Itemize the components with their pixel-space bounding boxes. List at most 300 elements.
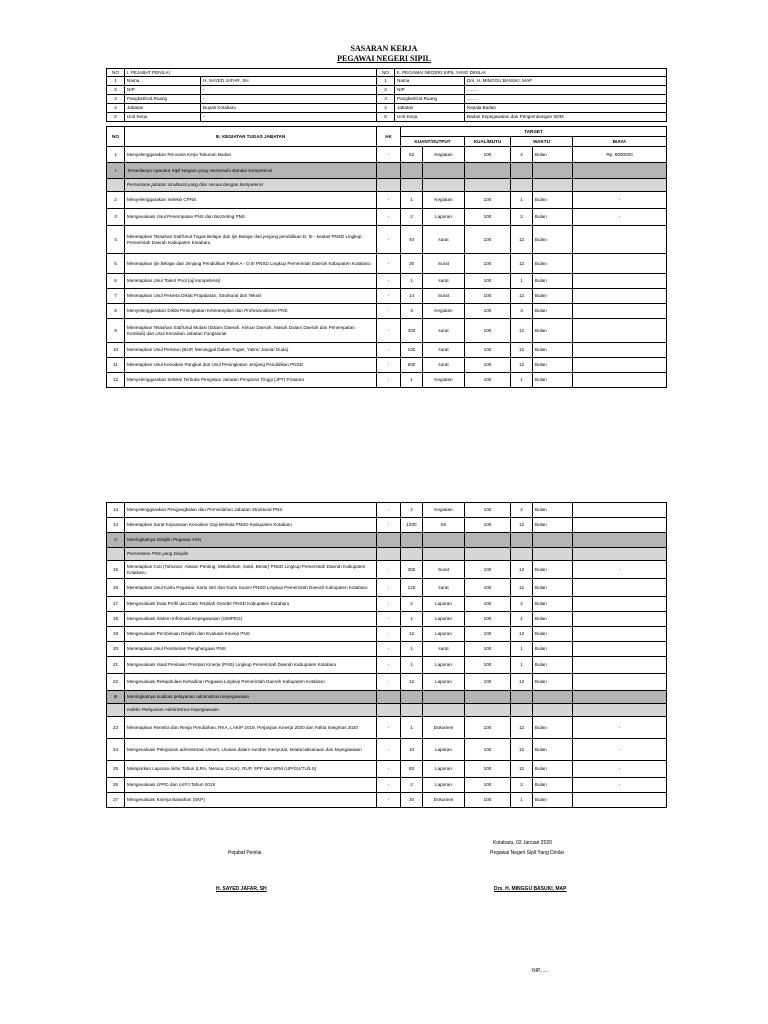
task-quality: 100 — [465, 358, 511, 373]
task-no: 12 — [107, 373, 125, 388]
task-output-unit: Laporan — [423, 778, 465, 793]
task-description: Menetapkan Ijin Belajar dari Jenjang Pendidikan Paket A - D.III PNSD Lingkup Pemerintah Daerah Kabupaten Kotabaru — [125, 254, 377, 274]
col-target-header: TARGET — [401, 127, 667, 137]
task-output-unit: Surat — [423, 561, 465, 579]
task-quantity: 1 — [401, 717, 423, 739]
task-quality: 100 — [465, 226, 511, 254]
task-output-unit: Laporan — [423, 761, 465, 778]
task-description: Mengevaluasi LPPD dan LKPJ Tahun 2019 — [125, 778, 377, 793]
empty-cell — [573, 704, 667, 717]
task-time: 2 — [511, 778, 533, 793]
task-quantity: 1000 — [401, 518, 423, 533]
task-time: 1 — [511, 657, 533, 674]
identity-row — [107, 104, 667, 113]
section-title: Tersedianya Aparatur Sipil Negara yang memenuhi standar kompetensi — [125, 163, 377, 179]
empty-cell — [401, 704, 423, 717]
task-quality: 100 — [465, 627, 511, 642]
task-quantity: 100 — [401, 343, 423, 358]
task-description: Melaporkan Laporan Akhir Tahun (LRA, Neraca, CALK), RUP, SPP dan SPM (UP/GU/TU/LS) — [125, 761, 377, 778]
task-time-unit: Bulan — [533, 319, 573, 343]
task-row — [107, 192, 667, 209]
task-no: 7 — [107, 289, 125, 304]
task-quantity: 40 — [401, 226, 423, 254]
task-cost — [573, 289, 667, 304]
task-ak: - — [377, 147, 401, 163]
task-no: 17 — [107, 597, 125, 612]
identity-no-right: 5 — [377, 113, 395, 122]
task-time-unit: Bulan — [533, 674, 573, 691]
identity-no-right: 2 — [377, 86, 395, 95]
task-row — [107, 518, 667, 533]
task-row — [107, 274, 667, 289]
task-ak: - — [377, 289, 401, 304]
empty-cell — [573, 179, 667, 192]
task-cost — [573, 274, 667, 289]
empty-cell — [533, 704, 573, 717]
task-output-unit: surat — [423, 343, 465, 358]
task-output-unit: surat — [423, 319, 465, 343]
employee-field-value: ........ — [465, 86, 667, 95]
task-time-unit: Bulan — [533, 642, 573, 657]
task-row — [107, 739, 667, 761]
task-quality: 100 — [465, 579, 511, 597]
empty-cell — [533, 691, 573, 704]
task-quality: 100 — [465, 147, 511, 163]
task-row — [107, 642, 667, 657]
task-description: Mengevaluasi Usul Penempatan PNS dan Bezzeting PNS — [125, 209, 377, 226]
task-no: 23 — [107, 717, 125, 739]
task-row — [107, 717, 667, 739]
task-time: 12 — [511, 561, 533, 579]
task-time: 1 — [511, 274, 533, 289]
task-cost: - — [573, 761, 667, 778]
task-ak: - — [377, 627, 401, 642]
task-description: Menyelenggarakan Rencana Kerja Tahunan Badan — [125, 147, 377, 163]
empty-cell — [465, 533, 511, 548]
task-quality: 100 — [465, 319, 511, 343]
task-no: 26 — [107, 778, 125, 793]
task-time-unit: Bulan — [533, 254, 573, 274]
employee-field-value: Drs. H. MINGGU BASUKI, MAP — [465, 77, 667, 86]
task-quality: 100 — [465, 597, 511, 612]
task-quantity: 12 — [401, 674, 423, 691]
task-ak: - — [377, 674, 401, 691]
task-time: 12 — [511, 226, 533, 254]
section-row — [107, 163, 667, 179]
section-row — [107, 691, 667, 704]
employee-name: Drs. H. MINGGU BASUKI, MAP — [494, 886, 567, 892]
task-time-unit: Bulan — [533, 657, 573, 674]
task-cost — [573, 358, 667, 373]
task-no: 27 — [107, 793, 125, 808]
task-time-unit: Bulan — [533, 579, 573, 597]
task-row — [107, 304, 667, 319]
task-output-unit: Surat — [423, 254, 465, 274]
empty-cell — [107, 704, 125, 717]
task-quantity: 10 — [401, 739, 423, 761]
employee-field-value: Kepala Badan — [465, 104, 667, 113]
task-description: Menetapkan Usul Pensiun (BUP, Meninggal Dalam Tugas, Yatim/ Janda/ Duda) — [125, 343, 377, 358]
task-cost — [573, 793, 667, 808]
task-description: Menetapkan Telaahan Staf/Usul Mutasi (Dalam Daerah, Keluar Daerah, Masuk Dalam Daerah dan Penempatan Kembali) dan Usul Kenaikan Jabatan Fungsional — [125, 319, 377, 343]
task-quantity: 2 — [401, 209, 423, 226]
task-time: 12 — [511, 739, 533, 761]
task-time-unit: Bulan — [533, 226, 573, 254]
task-time: 12 — [511, 717, 533, 739]
task-row — [107, 254, 667, 274]
task-cost: - — [573, 778, 667, 793]
indicator-title: Indeks Pelayanan Administrasi Kepegawaian — [125, 704, 377, 717]
task-time: 12 — [511, 579, 533, 597]
task-ak: - — [377, 192, 401, 209]
task-output-unit: Kegiatan — [423, 503, 465, 518]
place-date: Kotabaru, 02 Januari 2020 — [493, 840, 552, 846]
task-ak: - — [377, 579, 401, 597]
task-ak: - — [377, 254, 401, 274]
empty-cell — [423, 548, 465, 561]
section-title: Meningkatnya kualitas pelayanan administrasi kepegawaian — [125, 691, 377, 704]
task-quality: 100 — [465, 373, 511, 388]
task-quality: 100 — [465, 642, 511, 657]
task-quantity: 53 — [401, 147, 423, 163]
task-description: Menetapkan Usul Kenaikan Pangkat dan Usul Peningkatan Jenjang Pendidikan PNSD — [125, 358, 377, 373]
empty-cell — [573, 691, 667, 704]
task-no: 8 — [107, 304, 125, 319]
employee-field-label: NIP — [395, 86, 465, 95]
task-time-unit: Bulan — [533, 761, 573, 778]
task-quantity: 2 — [401, 778, 423, 793]
task-ak: - — [377, 778, 401, 793]
task-description: Menetapkan Usul Kartu Pegawai, Kartu Istri dan Kartu Suami PNSD Lingkup Pemerintah Daerah Kabupaten Kotabaru — [125, 579, 377, 597]
task-ak: - — [377, 597, 401, 612]
task-ak: - — [377, 561, 401, 579]
indicator-row — [107, 548, 667, 561]
task-cost — [573, 674, 667, 691]
task-output-unit: surat — [423, 226, 465, 254]
task-quality: 100 — [465, 503, 511, 518]
task-ak: - — [377, 739, 401, 761]
task-quantity: 1 — [401, 642, 423, 657]
task-time: 12 — [511, 674, 533, 691]
task-output-unit: Laporan — [423, 209, 465, 226]
task-time-unit: Bulan — [533, 518, 573, 533]
empty-cell — [401, 179, 423, 192]
empty-cell — [511, 548, 533, 561]
task-no: 24 — [107, 739, 125, 761]
task-time: 12 — [511, 343, 533, 358]
task-time-unit: Bulan — [533, 612, 573, 627]
empty-cell — [423, 163, 465, 179]
col-kuant-header: KUANT/OUTPUT — [401, 137, 465, 147]
task-quantity: 1 — [401, 192, 423, 209]
evaluator-section-title: I. PEJABAT PENILAI — [125, 69, 377, 77]
task-cost — [573, 503, 667, 518]
task-cost — [573, 627, 667, 642]
task-output-unit: surat — [423, 642, 465, 657]
task-time-unit: Bulan — [533, 778, 573, 793]
task-quality: 100 — [465, 717, 511, 739]
task-row — [107, 147, 667, 163]
task-description: Mengevaluasi Hasil Penilaian Prestasi Kinerja (PNS) Lingkup Pemerintah Daerah Kabupaten Kotabaru — [125, 657, 377, 674]
task-cost — [573, 597, 667, 612]
task-quality: 100 — [465, 612, 511, 627]
task-row — [107, 597, 667, 612]
task-description: Mengevaluasi Kinerja Bawahan (SKP) — [125, 793, 377, 808]
col-no-header: NO — [107, 127, 125, 147]
task-time: 12 — [511, 761, 533, 778]
empty-cell — [511, 704, 533, 717]
task-quality: 100 — [465, 192, 511, 209]
task-description: Menyelenggarakan Seleksi CPNS — [125, 192, 377, 209]
task-description: Menetapkan Telaahan Staf/Usul Tugas Belajar dan Ijin Belajar dari jenjang pendidikan D. III - keatas PNSD Lingkup Pemerintah Daerah Kabupaten Kotabaru — [125, 226, 377, 254]
identity-no: 3 — [107, 95, 125, 104]
empty-cell — [465, 548, 511, 561]
task-no: 16 — [107, 579, 125, 597]
identity-no: 5 — [107, 113, 125, 122]
task-quality: 100 — [465, 518, 511, 533]
task-time-unit: Bulan — [533, 373, 573, 388]
task-row — [107, 657, 667, 674]
task-quantity: 1 — [401, 373, 423, 388]
task-cost: - — [573, 192, 667, 209]
task-no: 18 — [107, 612, 125, 627]
task-no: 6 — [107, 274, 125, 289]
empty-cell — [377, 704, 401, 717]
empty-cell — [377, 548, 401, 561]
task-quantity: 3 — [401, 304, 423, 319]
evaluator-field-label: Pangkat/Gol.Ruang — [125, 95, 201, 104]
empty-cell — [377, 533, 401, 548]
task-output-unit: Dokumen — [423, 793, 465, 808]
task-time-unit: Bulan — [533, 739, 573, 761]
task-cost — [573, 612, 667, 627]
task-description: Mengevaluasi Pembinaan Disiplin dan Evaluasi Kinerja PNS — [125, 627, 377, 642]
task-time: 2 — [511, 597, 533, 612]
indicator-title: Persentase PNS yang Disiplin — [125, 548, 377, 561]
task-time-unit: Bulan — [533, 304, 573, 319]
empty-cell — [573, 533, 667, 548]
empty-cell — [533, 548, 573, 561]
col-kegiatan-header: III. KEGIATAN TUGAS JABATAN — [125, 127, 377, 147]
task-ak: - — [377, 319, 401, 343]
identity-no: 4 — [107, 104, 125, 113]
task-quantity: 2 — [401, 597, 423, 612]
empty-cell — [401, 548, 423, 561]
task-ak: - — [377, 761, 401, 778]
task-cost: - — [573, 739, 667, 761]
task-time-unit: Bulan — [533, 597, 573, 612]
task-no: 14 — [107, 518, 125, 533]
task-row — [107, 319, 667, 343]
identity-no-right: 1 — [377, 77, 395, 86]
task-row — [107, 793, 667, 808]
task-row — [107, 358, 667, 373]
empty-cell — [533, 179, 573, 192]
task-time-unit: Bulan — [533, 274, 573, 289]
task-row — [107, 343, 667, 358]
col-ak-header: AK — [377, 127, 401, 147]
task-time: 1 — [511, 612, 533, 627]
task-output-unit: Kegiatan — [423, 192, 465, 209]
task-quantity: 12 — [401, 627, 423, 642]
task-description: Mengevaluasi Rekapitulasi Kehadiran Pegawai Lingkup Pemerintah Daerah Kabupaten Kotabaru — [125, 674, 377, 691]
task-description: Mengevaluasi Pelayanan administrasi Umum, Urusan dalam sumber menyurat, ketata laksanaan dan kepegawaian — [125, 739, 377, 761]
task-cost: Rp. 5000000 — [573, 147, 667, 163]
task-cost — [573, 304, 667, 319]
task-cost: - — [573, 561, 667, 579]
identity-row — [107, 86, 667, 95]
task-no: 3 — [107, 209, 125, 226]
identity-row — [107, 95, 667, 104]
task-time: 12 — [511, 289, 533, 304]
evaluator-field-value: H. SAYED JAFAR, SH — [201, 77, 377, 86]
employee-section-title: II. PEGAWAI NEGERI SIPIL YANG DINILAI — [395, 69, 667, 77]
task-output-unit: surat — [423, 579, 465, 597]
task-time-unit: Bulan — [533, 343, 573, 358]
document-title: SASARAN KERJA — [350, 44, 418, 53]
task-description: Menetapkan Usul Peserta Diklat Prajabatan, Struktural dan Teknis — [125, 289, 377, 304]
task-ak: - — [377, 226, 401, 254]
task-description: Menyelenggarakan Pengangkatan dan Pemindahan Jabatan Struktural PNS — [125, 503, 377, 518]
task-no: 20 — [107, 642, 125, 657]
task-row — [107, 612, 667, 627]
task-no: 2 — [107, 192, 125, 209]
task-output-unit: SK — [423, 518, 465, 533]
empty-cell — [423, 179, 465, 192]
task-cost — [573, 373, 667, 388]
task-description: Menetapkan Renstra dan Renja Perubahan, RKA, LAKIP 2019, Perjanjian Kinerja 2020 dan Fakta Integritas 2020 — [125, 717, 377, 739]
task-cost — [573, 226, 667, 254]
empty-cell — [533, 163, 573, 179]
task-quality: 100 — [465, 289, 511, 304]
task-time: 4 — [511, 147, 533, 163]
task-time: 1 — [511, 793, 533, 808]
task-time: 12 — [511, 319, 533, 343]
empty-cell — [401, 163, 423, 179]
task-description: Menyelenggarakan Seleksi Terbuka Pengisian Jabatan Pimpinan Tinggi (JPT) Pratama — [125, 373, 377, 388]
empty-cell — [465, 179, 511, 192]
identity-row — [107, 77, 667, 86]
task-quality: 100 — [465, 343, 511, 358]
task-no: 9 — [107, 319, 125, 343]
task-quantity: 350 — [401, 561, 423, 579]
task-cost — [573, 254, 667, 274]
empty-cell — [107, 548, 125, 561]
employee-field-value: ........ — [465, 95, 667, 104]
task-row — [107, 226, 667, 254]
tasks-table-page-1 — [106, 126, 667, 388]
identity-table — [106, 68, 667, 122]
task-row — [107, 778, 667, 793]
header-no: NO — [107, 69, 125, 77]
empty-cell — [107, 179, 125, 192]
empty-cell — [401, 533, 423, 548]
task-time-unit: Bulan — [533, 793, 573, 808]
task-output-unit: Laporan — [423, 612, 465, 627]
task-time: 12 — [511, 627, 533, 642]
indicator-row — [107, 704, 667, 717]
identity-no: 1 — [107, 77, 125, 86]
employee-field-label: Unit Kerja — [395, 113, 465, 122]
task-output-unit: surat — [423, 274, 465, 289]
task-quality: 100 — [465, 304, 511, 319]
empty-cell — [573, 163, 667, 179]
tasks-table-page-2 — [106, 502, 667, 808]
empty-cell — [465, 163, 511, 179]
indicator-row — [107, 179, 667, 192]
task-ak: - — [377, 612, 401, 627]
task-row — [107, 209, 667, 226]
task-no: 4 — [107, 226, 125, 254]
task-quality: 100 — [465, 274, 511, 289]
task-quality: 100 — [465, 739, 511, 761]
task-cost — [573, 579, 667, 597]
task-quantity: 1 — [401, 657, 423, 674]
empty-cell — [511, 691, 533, 704]
task-output-unit: Kegiatan — [423, 373, 465, 388]
identity-row — [107, 113, 667, 122]
evaluator-name: H. SAYED JAFAR, SH — [216, 886, 267, 892]
task-ak: - — [377, 274, 401, 289]
header-no-right: NO — [377, 69, 395, 77]
task-row — [107, 761, 667, 778]
empty-cell — [377, 163, 401, 179]
task-quality: 100 — [465, 254, 511, 274]
task-ak: - — [377, 209, 401, 226]
task-cost: - — [573, 717, 667, 739]
task-time: 12 — [511, 358, 533, 373]
task-no: 1 — [107, 147, 125, 163]
empty-cell — [573, 548, 667, 561]
task-output-unit: Laporan — [423, 597, 465, 612]
empty-cell — [465, 704, 511, 717]
task-quantity: 20 — [401, 793, 423, 808]
task-quantity: 25 — [401, 254, 423, 274]
task-cost — [573, 642, 667, 657]
task-time-unit: Bulan — [533, 561, 573, 579]
empty-cell — [423, 533, 465, 548]
identity-no: 2 — [107, 86, 125, 95]
task-time-unit: Bulan — [533, 192, 573, 209]
task-time-unit: Bulan — [533, 717, 573, 739]
task-time: 1 — [511, 373, 533, 388]
task-time-unit: Bulan — [533, 209, 573, 226]
task-quality: 100 — [465, 761, 511, 778]
task-output-unit: Laporan — [423, 739, 465, 761]
task-no: 11 — [107, 358, 125, 373]
task-ak: - — [377, 717, 401, 739]
task-ak: - — [377, 503, 401, 518]
task-description: Menetapkan Usul Talent Pool (uji kompetensi) — [125, 274, 377, 289]
task-output-unit: Surat — [423, 289, 465, 304]
task-quantity: 600 — [401, 358, 423, 373]
document-subtitle: PEGAWAI NEGERI SIPIL — [337, 54, 431, 63]
task-ak: - — [377, 793, 401, 808]
task-quantity: 120 — [401, 579, 423, 597]
employee-field-label: Pangkat/Gol.Ruang — [395, 95, 465, 104]
task-output-unit: Kegiatan — [423, 147, 465, 163]
nip-placeholder: NIP...... — [532, 968, 549, 974]
task-ak: - — [377, 373, 401, 388]
evaluator-field-value: - — [201, 86, 377, 95]
col-biaya-header: BIAYA — [573, 137, 667, 147]
task-description: Menyelenggarakan Diklat Peningkatan Keterampilan dan Profesionalisme PNS — [125, 304, 377, 319]
task-quantity: 83 — [401, 761, 423, 778]
task-row — [107, 627, 667, 642]
task-output-unit: Dokumen — [423, 717, 465, 739]
task-ak: - — [377, 657, 401, 674]
task-cost — [573, 657, 667, 674]
